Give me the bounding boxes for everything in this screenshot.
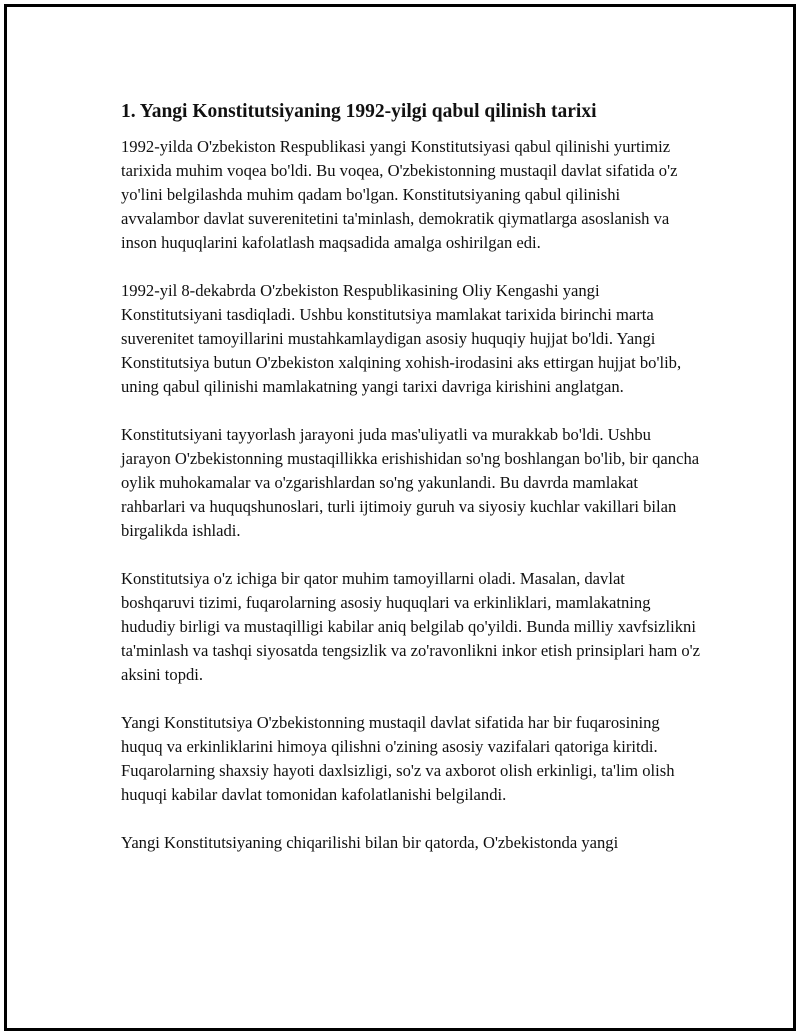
page-frame [4, 4, 796, 1031]
paragraph-1: 1992-yilda O'zbekiston Respublikasi yangi Konstitutsiyasi qabul qilinishi yurtimiz tarixida muhim voqea bo'ldi. Bu voqea, O'zbekistonning mustaqil davlat sifatida o'z yo'lini belgilashda muhim qadam bo'lgan. Konstitutsiyaning qabul qilinishi avvalambor davlat suverenitetini ta'minlash, demokratik qiymatlarga asoslanish va inson huquqlarini kafolatlash maqsadida amalga oshirilgan edi. [121, 137, 678, 252]
document-body [121, 99, 701, 855]
paragraph-6: Yangi Konstitutsiyaning chiqarilishi bilan bir qatorda, O'zbekistonda yangi [121, 833, 619, 852]
paragraph-3: Konstitutsiyani tayyorlash jarayoni juda mas'uliyatli va murakkab bo'ldi. Ushbu jarayon O'zbekistonning mustaqillikka erishishidan so'ng boshlangan bo'lib, bir qancha oylik muhokamalar va o'zgarishlardan so'ng yakunlandi. Bu davrda mamlakat rahbarlari va huquqshunoslari, turli ijtimoiy guruh va siyosiy kuchlar vakillari bilan birgalikda ishladi. [121, 425, 700, 540]
paragraph-2: 1992-yil 8-dekabrda O'zbekiston Respublikasining Oliy Kengashi yangi Konstitutsiyani tasdiqladi. Ushbu konstitutsiya mamlakat tarixida birinchi marta suverenitet tamoyillarini mustahkamlaydigan asosiy huquqiy hujjat bo'ldi. Yangi Konstitutsiya butun O'zbekiston xalqining xohish-irodasini aks ettirgan hujjat bo'lib, uning qabul qilinishi mamlakatning yangi tarixi davriga kirishini anglatgan. [121, 281, 682, 396]
section-heading: 1. Yangi Konstitutsiyaning 1992-yilgi qabul qilinish tarixi [121, 101, 597, 122]
paragraph-5: Yangi Konstitutsiya O'zbekistonning mustaqil davlat sifatida har bir fuqarosining huquq va erkinliklarini himoya qilishni o'zining asosiy vazifalari qatoriga kiritdi. Fuqarolarning shaxsiy hayoti daxlsizligi, so'z va axborot olish erkinligi, ta'lim olish huquqi kabilar davlat tomonidan kafolatlanishi belgilandi. [121, 713, 675, 804]
paragraph-4: Konstitutsiya o'z ichiga bir qator muhim tamoyillarni oladi. Masalan, davlat boshqaruvi tizimi, fuqarolarning asosiy huquqlari va erkinliklari, mamlakatning hududiy birligi va mustaqilligi kabilar aniq belgilab qo'yildi. Bunda milliy xavfsizlikni ta'minlash va tashqi siyosatda tengsizlik va zo'ravonlikni inkor etish prinsiplari ham o'z aksini topdi. [121, 569, 701, 684]
